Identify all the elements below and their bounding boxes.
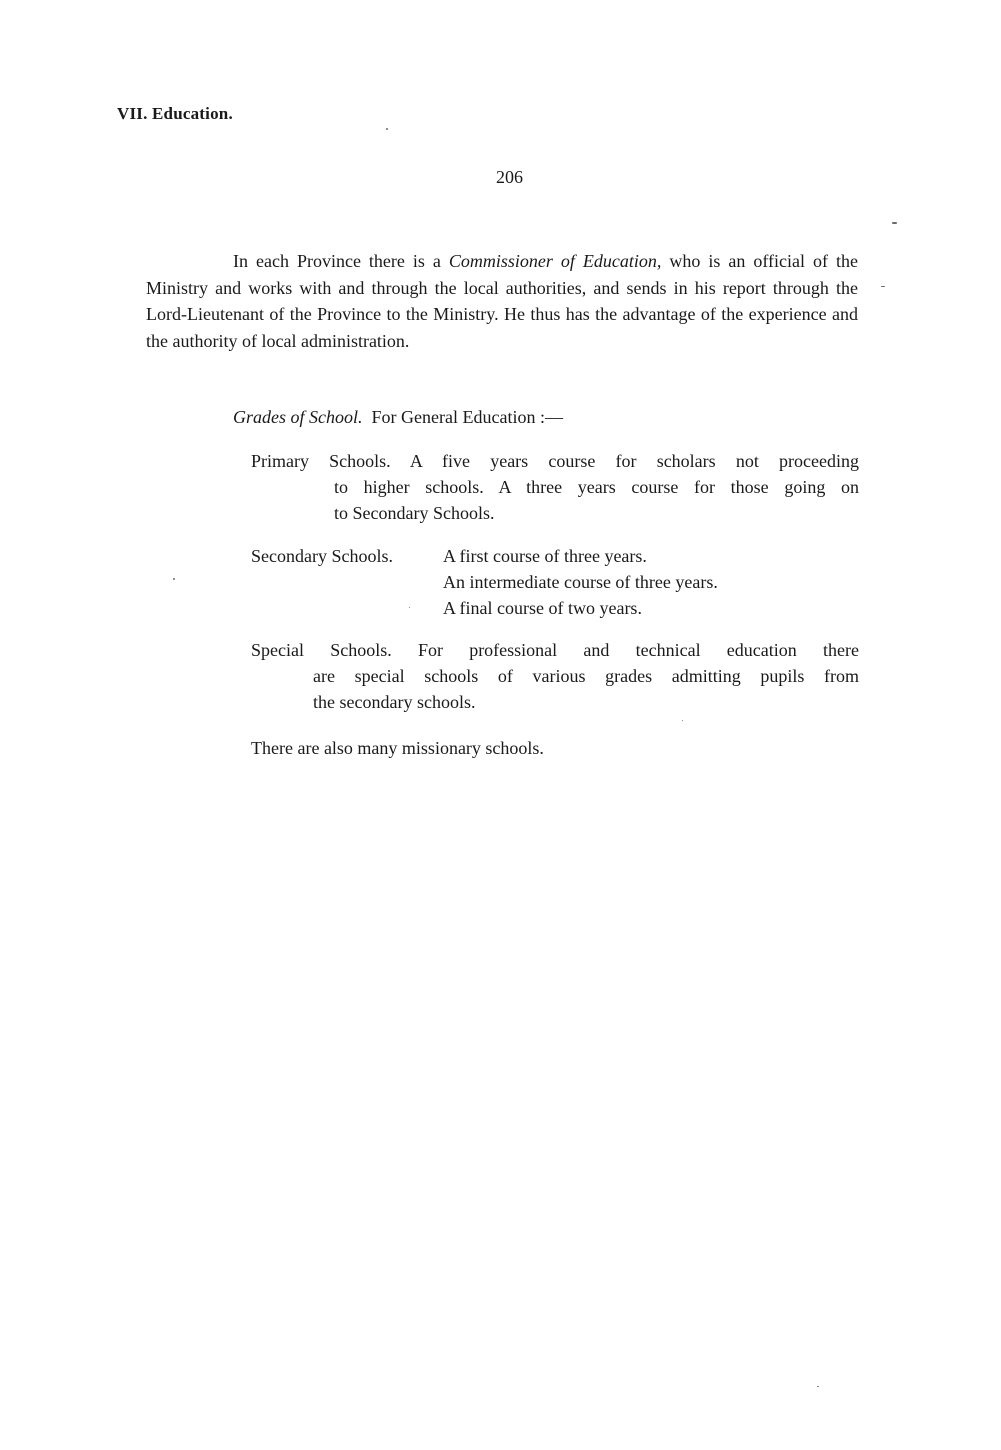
secondary-course-1: A first course of three years. [443,546,647,566]
scan-speck [409,607,410,608]
scan-speck [682,720,683,721]
special-line-2: are special schools of various grades admitting pupils from [313,666,859,686]
page-number: 206 [496,167,523,187]
secondary-course-2: An intermediate course of three years. [443,572,718,592]
missionary-schools-line: There are also many missionary schools. [251,738,544,758]
primary-line-2: to higher schools. A three years course for those going on [334,477,859,497]
special-line-1: Special Schools. For professional and technical education there [251,640,859,660]
special-schools-entry [251,637,859,715]
secondary-label: Secondary Schools. [251,546,393,566]
section-heading: VII. Education. [117,104,233,123]
grades-of-school-line [233,404,563,430]
scan-speck [386,128,388,130]
intro-text-after: who is an official of the Ministry and works with and through the local authorities, and sends in his report through the Lord-Lieutenant of the Province to the Ministry. He thus has the advantage of the experience and the authority of local administration. [146,251,859,351]
intro-paragraph [146,248,858,354]
intro-emphasis: Commissioner of Education, [448,251,662,271]
primary-schools-entry [251,448,859,526]
primary-line-1: Primary Schools. A five years course for scholars not proceeding [251,451,859,471]
scan-speck [881,286,885,287]
special-line-3: the secondary schools. [313,692,476,712]
intro-text-before: In each Province there is a [233,251,449,271]
grades-text: For General Education :— [371,407,563,427]
secondary-schools-entry [251,543,859,621]
scan-speck [173,578,175,580]
secondary-course-3: A final course of two years. [443,598,642,618]
scan-speck [892,222,897,224]
grades-label: Grades of School. [233,407,363,427]
scan-speck [817,1386,819,1387]
primary-line-3: to Secondary Schools. [334,503,495,523]
